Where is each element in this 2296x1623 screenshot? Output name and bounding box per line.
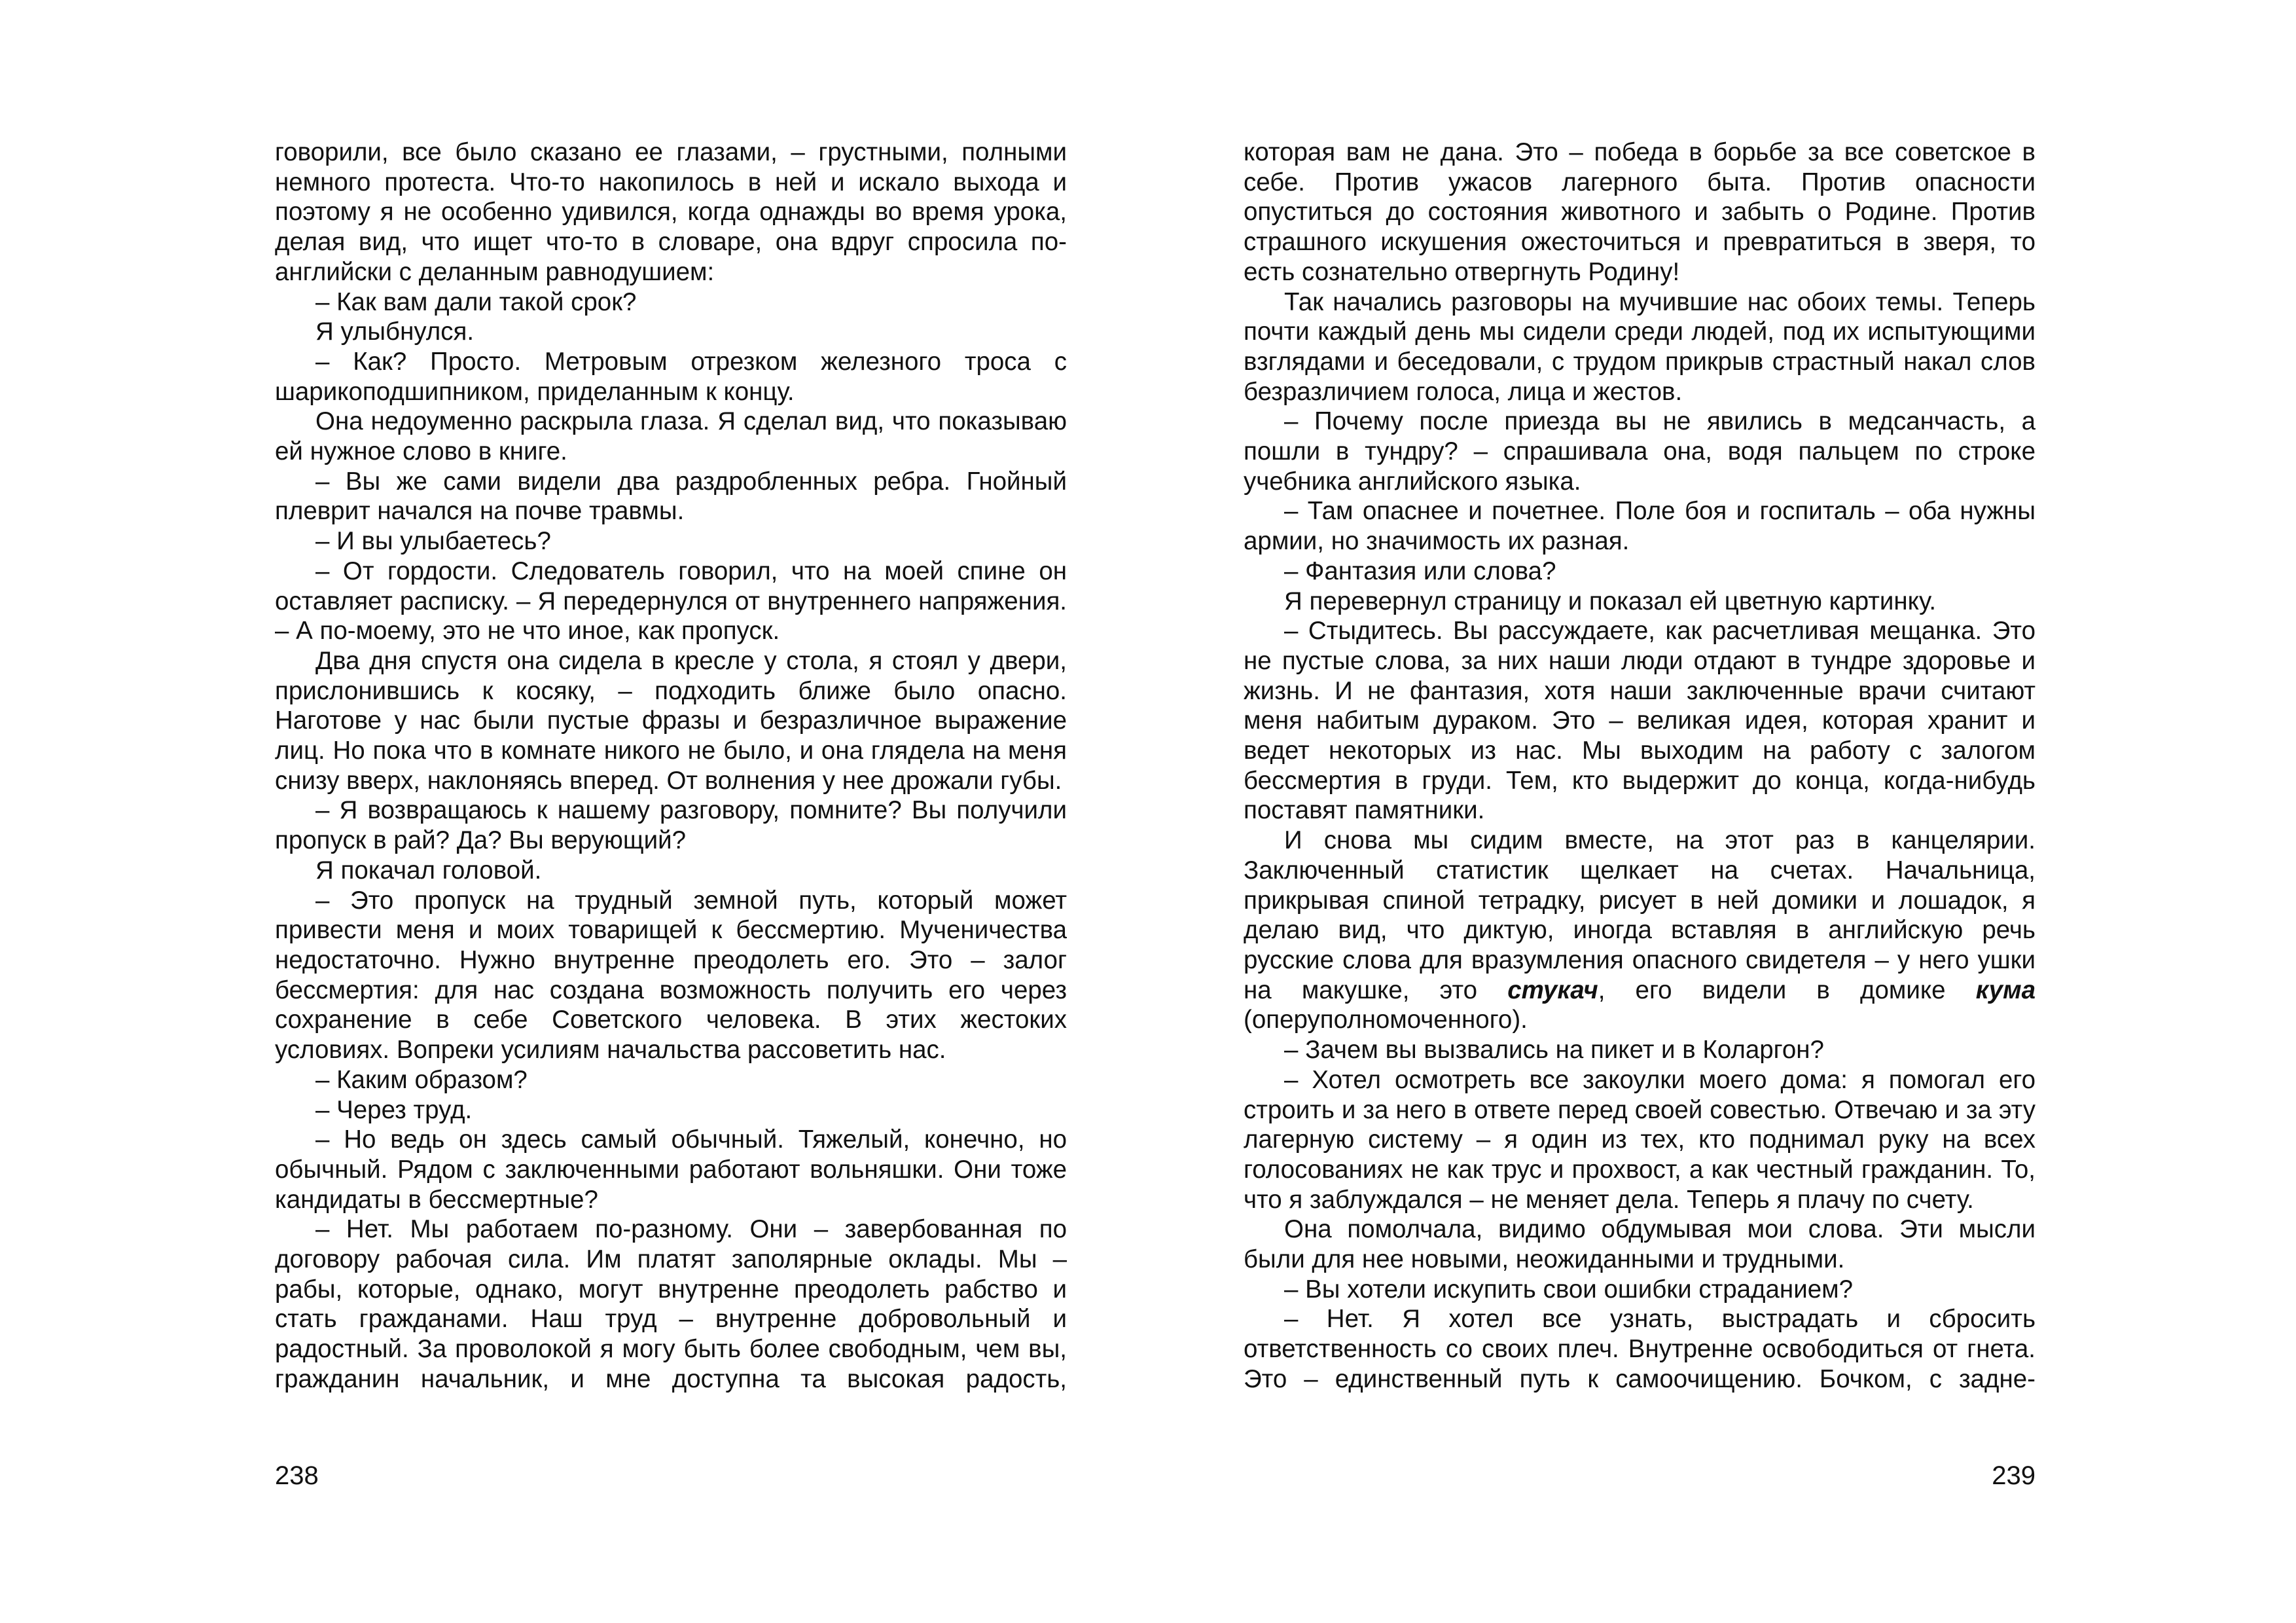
left-page — [275, 137, 1067, 1395]
paragraph: – Стыдитесь. Вы рассуждаете, как расчетливая мещанка. Это не пустые слова, за них наши люди отдают в тундре здоровье и жизнь. И не фантазия, хотя наши заключенные врачи считают меня набитым дураком. Это – великая идея, которая хранит и ведет некоторых из нас. Мы выходим на работу с залогом бессмертия в груди. Тем, кто выдержит до конца, когда-нибудь поставят памятники. — [1244, 617, 2036, 825]
paragraph-text: И снова мы сидим вместе, на этот раз в канцелярии. Заключенный статистик щелкает на счетах. Начальница, прикрывая спиной тетрадку, рисует в ней домики и лошадок, я делаю вид, что диктую, иногда вставляя в английскую речь русские слова для вразумления опасного свидетеля – у него ушки на макушке, это — [1244, 826, 2036, 1004]
paragraph: – Как вам дали такой срок? — [315, 287, 637, 316]
paragraph: – Через труд. — [315, 1095, 473, 1124]
paragraph: – Нет. Мы работаем по-разному. Они – завербованная по договору рабочая сила. Им платят заполярные оклады. Мы – рабы, которые, однако, могут внутренне преодолеть рабство и стать гражданами. Наш труд – внутренне добровольный и радостный. За проволокой я могу быть более свободным, чем вы, гражданин начальник, и мне доступна та высокая радость, — [275, 1215, 1067, 1393]
paragraph: – Фантазия или слова? — [1284, 556, 1556, 585]
paragraph: – Хотел осмотреть все закоулки моего дома: я помогал его строить и за него в ответе перед своей совестью. Отвечаю и за эту лагерную систему – я один из тех, кто поднимал руку на всех голосованиях не как трус и прохвост, а как честный гражданин. То, что я заблуждался – не меняет дела. Теперь я плачу по счету. — [1244, 1065, 2036, 1214]
paragraph: – Это пропуск на трудный земной путь, который может привести меня и моих товарищей к бессмертию. Мученичества недостаточно. Нужно внутренне преодолеть его. Это – залог бессмертия: для нас создана возможность получить его через сохранение в себе Советского человека. В этих жестоких условиях. Вопреки усилиям начальства рассоветить нас. — [275, 886, 1067, 1065]
paragraph-text: (оперуполномоченного). — [1244, 1006, 1528, 1034]
paragraph: Она помолчала, видимо обдумывая мои слова. Эти мысли были для нее новыми, неожиданными и трудными. — [1244, 1215, 2036, 1274]
paragraph: – Нет. Я хотел все узнать, выстрадать и сбросить ответственность со своих плеч. Внутренне освободиться от гнета. Это – единственный путь к самоочищению. Бочком, с задне- — [1244, 1305, 2036, 1393]
paragraph: Я перевернул страницу и показал ей цветную картинку. — [1284, 587, 1937, 615]
paragraph: – Там опаснее и почетнее. Поле боя и госпиталь – оба нужны армии, но значимость их разная. — [1244, 497, 2036, 556]
page-number-left: 238 — [275, 1461, 319, 1490]
paragraph: – От гордости. Следователь говорил, что на моей спине он оставляет расписку. – Я передернулся от внутреннего напряжения. – А по-моему, это не что иное, как пропуск. — [275, 556, 1067, 646]
paragraph: Так начались разговоры на мучившие нас обоих темы. Теперь почти каждый день мы сидели среди людей, под их испытующими взглядами и беседовали, с трудом прикрыв страстный накал слов безразличием голоса, лица и жестов. — [1244, 287, 2036, 406]
paragraph-with-emphasis — [1244, 826, 2036, 1035]
page-number-right: 239 — [1992, 1461, 2036, 1490]
emphasis-stukach: стукач — [1507, 976, 1598, 1004]
paragraph: – Зачем вы вызвались на пикет и в Коларгон? — [1284, 1036, 1824, 1065]
paragraph: Два дня спустя она сидела в кресле у стола, я стоял у двери, прислонившись к косяку, – подходить ближе было опасно. Наготове у нас были пустые фразы и безразличное выражение лиц. Но пока что в комнате никого не было, и она глядела на меня снизу вверх, наклоняясь вперед. От волнения у нее дрожали губы. — [275, 646, 1067, 795]
paragraph: Я улыбнулся. — [315, 318, 475, 346]
paragraph: Я покачал головой. — [315, 856, 542, 884]
emphasis-kuma: кума — [1975, 976, 2036, 1004]
paragraph: – Но ведь он здесь самый обычный. Тяжелый, конечно, но обычный. Рядом с заключенными работают вольняшки. Они тоже кандидаты в бессмертные? — [275, 1125, 1067, 1214]
right-page — [1244, 137, 2036, 1395]
paragraph-text: , его видели в домике — [1598, 976, 1976, 1004]
paragraph: – Каким образом? — [315, 1065, 528, 1094]
paragraph: говорили, все было сказано ее глазами, – грустными, полными немного протеста. Что-то накопилось в ней и искало выхода и поэтому я не особенно удивился, когда однажды во время урока, делая вид, что ищет что-то в словаре, она вдруг спросила по-английски с деланным равнодушием: — [275, 138, 1067, 286]
paragraph: – Вы же сами видели два раздробленных ребра. Гнойный плеврит начался на почве травмы. — [275, 467, 1067, 526]
paragraph: – Почему после приезда вы не явились в медсанчасть, а пошли в тундру? – спрашивала она, водя пальцем по строке учебника английского языка. — [1244, 407, 2036, 496]
paragraph: – И вы улыбаетесь? — [315, 527, 551, 556]
paragraph: – Вы хотели искупить свои ошибки страданием? — [1284, 1275, 1853, 1304]
right-page-text — [1244, 137, 2036, 1395]
paragraph: – Как? Просто. Метровым отрезком железного троса с шарикоподшипником, приделанным к концу. — [275, 347, 1067, 406]
paragraph: которая вам не дана. Это – победа в борьбе за все советское в себе. Против ужасов лагерного быта. Против опасности опуститься до состояния животного и забыть о Родине. Против страшного искушения ожесточиться и превратиться в зверя, то есть сознательно отвергнуть Родину! — [1244, 138, 2036, 286]
left-page-text — [275, 137, 1067, 1395]
paragraph: – Я возвращаюсь к нашему разговору, помните? Вы получили пропуск в рай? Да? Вы верующий? — [275, 796, 1067, 855]
paragraph: Она недоуменно раскрыла глаза. Я сделал вид, что показываю ей нужное слово в книге. — [275, 407, 1067, 466]
